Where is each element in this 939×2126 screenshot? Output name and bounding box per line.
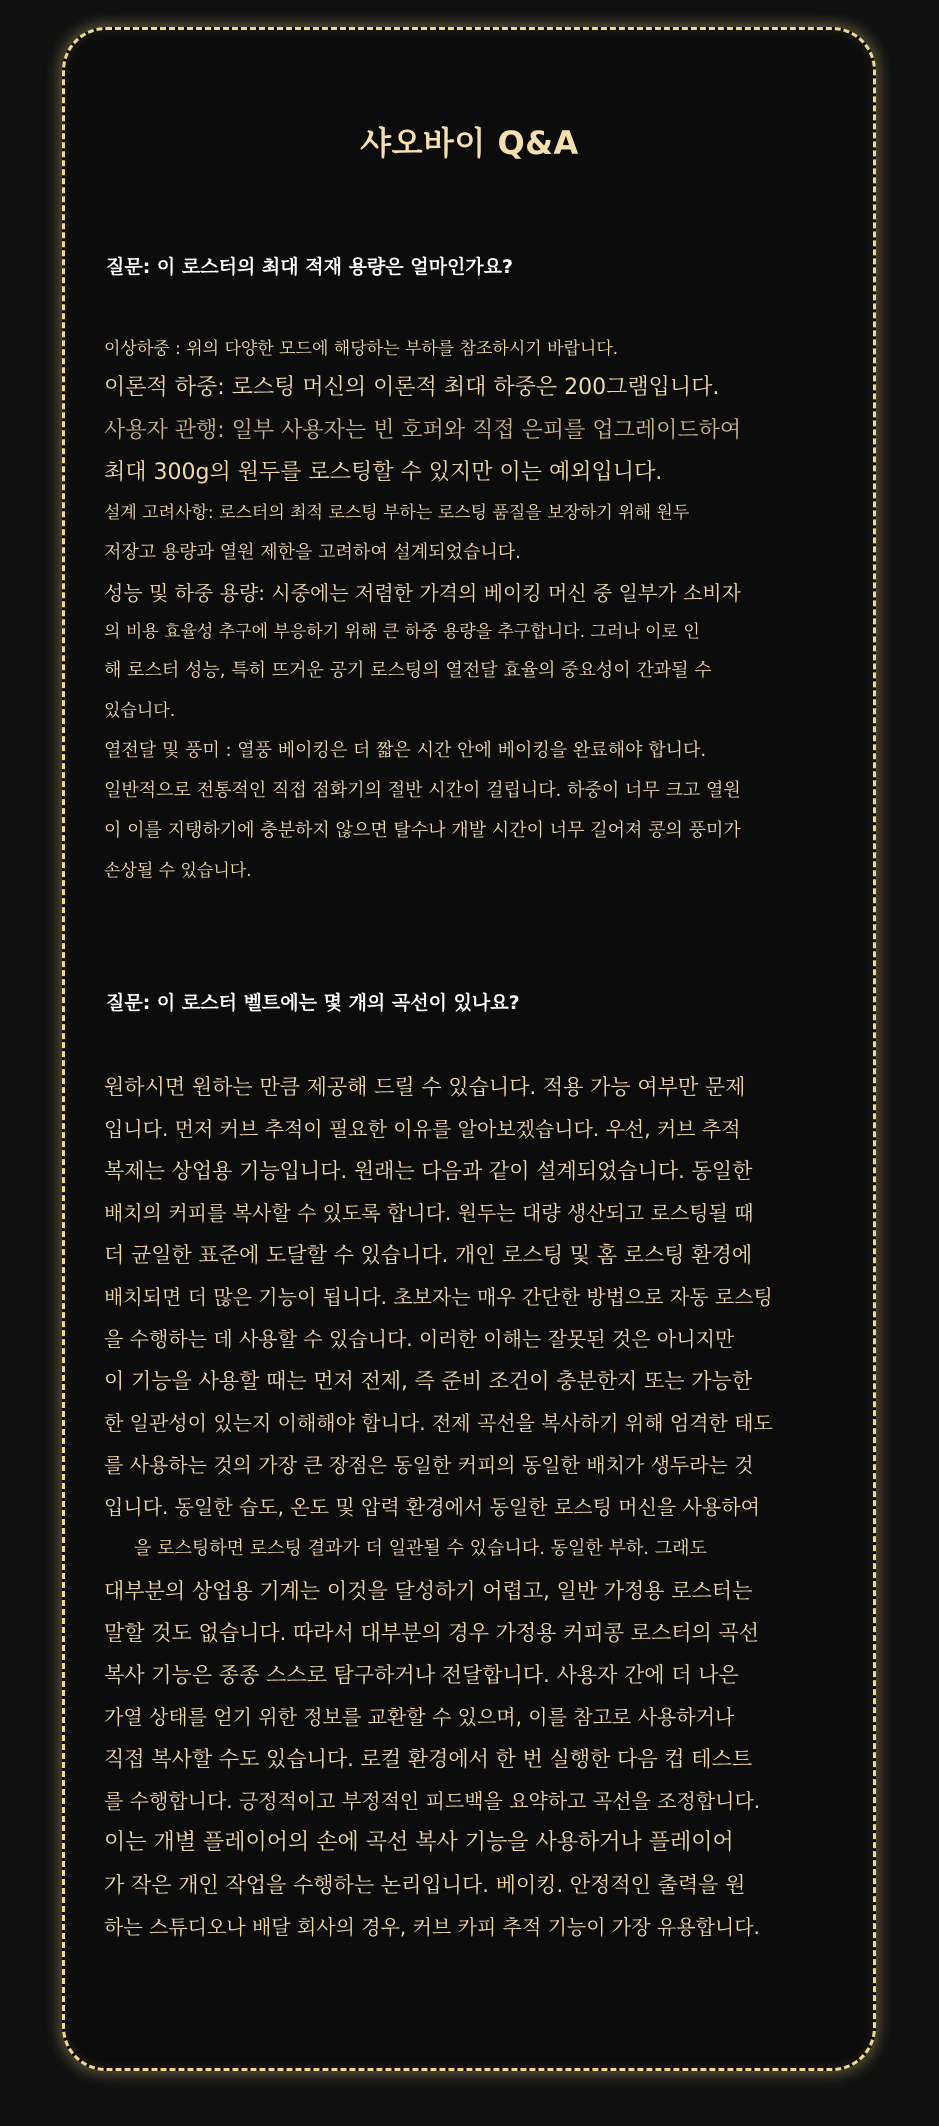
answer-2-line: 대부분의 상업용 기계는 이것을 달성하기 어렵고, 일반 가정용 로스터는 [104, 1579, 753, 1603]
answer-2-line: 직접 복사할 수도 있습니다. 로컬 환경에서 한 번 실행한 다음 컵 테스트 [104, 1747, 753, 1771]
answer-1-line: 해 로스터 성능, 특히 뜨거운 공기 로스팅의 열전달 효율의 중요성이 간과될 수 [104, 660, 712, 681]
answer-2-line: 원하시면 원하는 만큼 제공해 드릴 수 있습니다. 적용 가능 여부만 문제 [104, 1075, 746, 1099]
answer-1-line: 사용자 관행: 일부 사용자는 빈 호퍼와 직접 은피를 업그레이드하여 [104, 418, 742, 443]
answer-2-line: 를 사용하는 것의 가장 큰 장점은 동일한 커피의 동일한 배치가 생두라는 것 [104, 1453, 754, 1477]
answer-2-line: 를 수행합니다. 긍정적이고 부정적인 피드백을 요약하고 곡선을 조정합니다. [104, 1789, 761, 1813]
answer-2-line: 더 균일한 표준에 도달할 수 있습니다. 개인 로스팅 및 홈 로스팅 환경에 [104, 1243, 753, 1267]
answer-2-line: 이는 개별 플레이어의 손에 곡선 복사 기능을 사용하거나 플레이어 [104, 1830, 734, 1855]
answer-1-line: 설계 고려사항: 로스터의 최적 로스팅 부하는 로스팅 품질을 보장하기 위해 원두 [104, 503, 690, 523]
question-2: 질문: 이 로스터 벨트에는 몇 개의 곡선이 있나요? [106, 992, 520, 1014]
answer-1-line: 성능 및 하중 용량: 시중에는 저렴한 가격의 베이킹 머신 중 일부가 소비자 [104, 581, 741, 605]
answer-1-line: 이 이를 지탱하기에 충분하지 않으면 탈수나 개발 시간이 너무 길어져 콩의 풍미가 [104, 820, 741, 841]
answer-2-line: 입니다. 동일한 습도, 온도 및 압력 환경에서 동일한 로스팅 머신을 사용하여 [104, 1495, 760, 1519]
page-title: 샤오바이 Q&A [360, 124, 579, 162]
answer-1-line: 최대 300g의 원두를 로스팅할 수 있지만 이는 예외입니다. [104, 460, 663, 485]
answer-2-line: 하는 스튜디오나 배달 회사의 경우, 커브 카피 추적 기능이 가장 유용합니다. [104, 1915, 760, 1939]
answer-1-line: 이상하중 : 위의 다양한 모드에 해당하는 부하를 참조하시기 바랍니다. [104, 339, 619, 359]
answer-2-line: 복제는 상업용 기능입니다. 원래는 다음과 같이 설계되었습니다. 동일한 [104, 1159, 753, 1183]
answer-2-line: 배치되면 더 많은 기능이 됩니다. 초보자는 매우 간단한 방법으로 자동 로스팅 [104, 1285, 773, 1309]
answer-2-line: 을 로스팅하면 로스팅 결과가 더 일관될 수 있습니다. 동일한 부하. 그래도 [134, 1538, 707, 1559]
answer-2-line: 가 작은 개인 작업을 수행하는 논리입니다. 베이킹. 안정적인 출력을 원 [104, 1873, 746, 1897]
answer-1-line: 손상될 수 있습니다. [104, 861, 252, 881]
answer-2-line: 을 수행하는 데 사용할 수 있습니다. 이러한 이해는 잘못된 것은 아니지만 [104, 1327, 735, 1351]
answer-2-line: 한 일관성이 있는지 이해해야 합니다. 전제 곡선을 복사하기 위해 엄격한 태도 [104, 1411, 773, 1435]
question-1: 질문: 이 로스터의 최대 적재 용량은 얼마인가요? [106, 256, 514, 278]
answer-1-line: 일반적으로 전통적인 직접 점화기의 절반 시간이 걸립니다. 하중이 너무 크고 열원 [104, 780, 741, 801]
answer-2 [104, 1066, 830, 1948]
answer-1-line: 열전달 및 풍미 : 열풍 베이킹은 더 짧은 시간 안에 베이킹을 완료해야 합니다. [104, 740, 707, 761]
answer-1-line: 저장고 용량과 열원 제한을 고려하여 설계되었습니다. [104, 542, 521, 563]
answer-1-line: 있습니다. [104, 701, 176, 721]
answer-2-line: 말할 것도 없습니다. 따라서 대부분의 경우 가정용 커피콩 로스터의 곡선 [104, 1621, 760, 1645]
answer-1 [104, 332, 830, 891]
answer-2-line: 이 기능을 사용할 때는 먼저 전제, 즉 준비 조건이 충분한지 또는 가능한 [104, 1369, 753, 1393]
answer-2-line: 가열 상태를 얻기 위한 정보를 교환할 수 있으며, 이를 참고로 사용하거나 [104, 1705, 735, 1729]
answer-1-line: 이론적 하중: 로스팅 머신의 이론적 최대 하중은 200그램입니다. [104, 375, 720, 400]
answer-2-line: 입니다. 먼저 커브 추적이 필요한 이유를 알아보겠습니다. 우선, 커브 추적 [104, 1117, 741, 1141]
answer-2-line: 배치의 커피를 복사할 수 있도록 합니다. 원두는 대량 생산되고 로스팅될 때 [104, 1201, 754, 1225]
answer-2-line: 복사 기능은 종종 스스로 탐구하거나 전달합니다. 사용자 간에 더 나은 [104, 1663, 739, 1687]
answer-1-line: 의 비용 효율성 추구에 부응하기 위해 큰 하중 용량을 추구합니다. 그러나 이로 인 [104, 622, 700, 642]
